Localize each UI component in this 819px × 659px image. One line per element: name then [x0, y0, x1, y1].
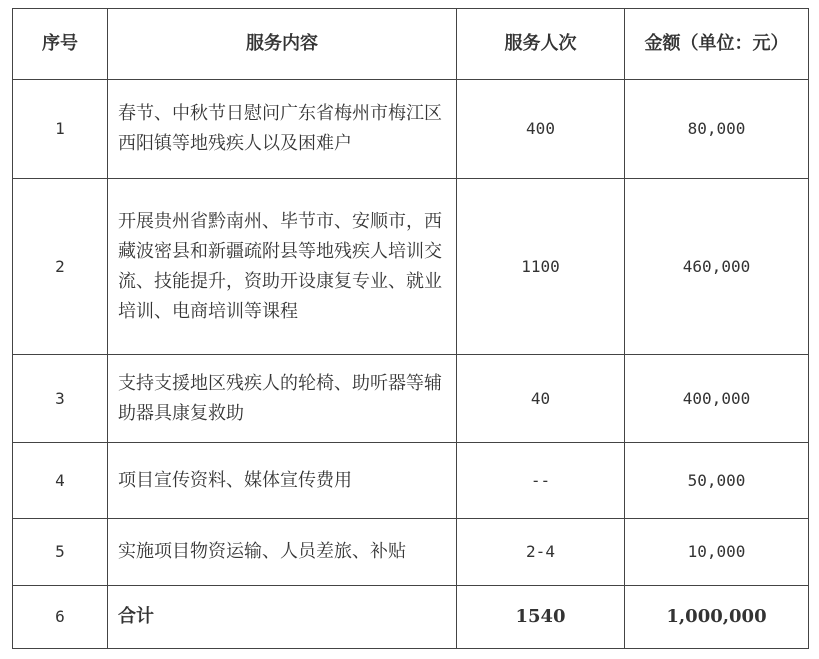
- row-content: 实施项目物资运输、人员差旅、补贴: [108, 519, 457, 586]
- header-amount: 金额（单位：元）: [625, 9, 809, 80]
- header-people: 服务人次: [457, 9, 625, 80]
- table-row: [13, 80, 809, 179]
- header-no: 序号: [13, 9, 108, 80]
- table-row: [13, 443, 809, 519]
- row-people: --: [457, 443, 625, 519]
- row-no: 3: [13, 355, 108, 443]
- table-row: [13, 179, 809, 355]
- row-amount: 400,000: [625, 355, 809, 443]
- row-no: 4: [13, 443, 108, 519]
- budget-table: [12, 8, 809, 649]
- row-content: 开展贵州省黔南州、毕节市、安顺市，西藏波密县和新疆疏附县等地残疾人培训交流、技能提升，资助开设康复专业、就业培训、电商培训等课程: [108, 179, 457, 355]
- row-people: 1100: [457, 179, 625, 355]
- header-content: 服务内容: [108, 9, 457, 80]
- total-amount: 1,000,000: [625, 586, 809, 649]
- row-people: 400: [457, 80, 625, 179]
- row-people: 40: [457, 355, 625, 443]
- row-amount: 460,000: [625, 179, 809, 355]
- row-content: 春节、中秋节日慰问广东省梅州市梅江区西阳镇等地残疾人以及困难户: [108, 80, 457, 179]
- table-row: [13, 519, 809, 586]
- table-row: [13, 355, 809, 443]
- total-row: [13, 586, 809, 649]
- row-content: 项目宣传资料、媒体宣传费用: [108, 443, 457, 519]
- total-label: 合计: [108, 586, 457, 649]
- row-no: 5: [13, 519, 108, 586]
- table-header-row: [13, 9, 809, 80]
- row-no: 6: [13, 586, 108, 649]
- row-amount: 80,000: [625, 80, 809, 179]
- row-content: 支持支援地区残疾人的轮椅、助听器等辅助器具康复救助: [108, 355, 457, 443]
- total-people: 1540: [457, 586, 625, 649]
- row-amount: 50,000: [625, 443, 809, 519]
- row-people: 2-4: [457, 519, 625, 586]
- row-amount: 10,000: [625, 519, 809, 586]
- row-no: 2: [13, 179, 108, 355]
- row-no: 1: [13, 80, 108, 179]
